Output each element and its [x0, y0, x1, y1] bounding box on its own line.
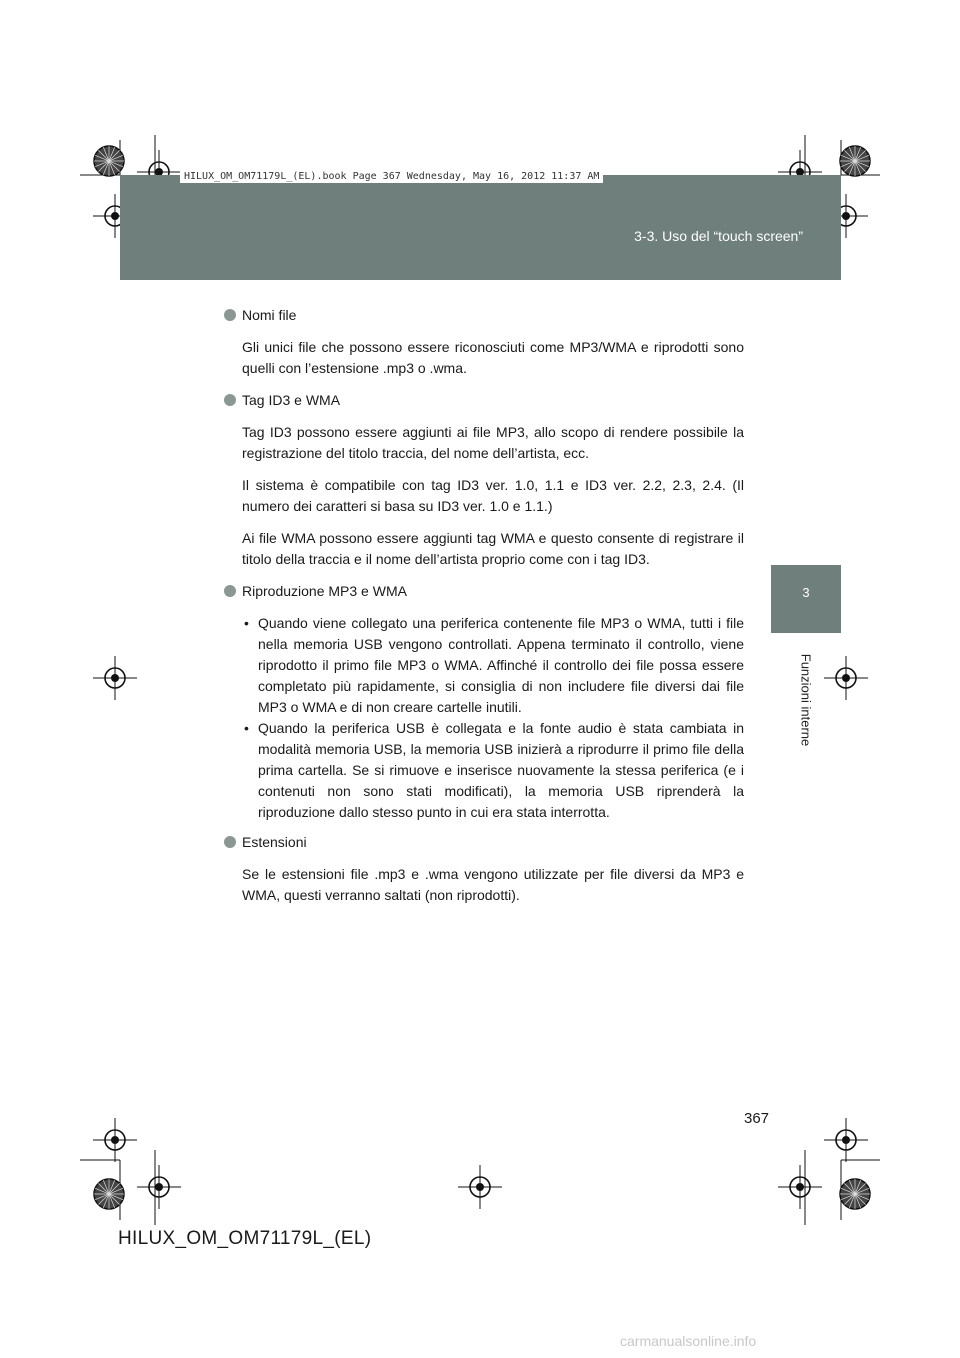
book-file-stamp: HILUX_OM_OM71179L_(EL).book Page 367 Wednesday, May 16, 2012 11:37 AM: [180, 170, 603, 183]
document-id: HILUX_OM_OM71179L_(EL): [118, 1228, 372, 1249]
bullet-dot-icon: [224, 394, 236, 406]
bullet-dot-icon: [224, 836, 236, 848]
bullet-dot-icon: [224, 585, 236, 597]
bullet-dot-icon: [224, 309, 236, 321]
paragraph: Ai file WMA possono essere aggiunti tag WMA e questo consente di registrare il titolo della traccia e il nome dell’artista proprio come con i tag ID3.: [242, 530, 744, 567]
page-number: 367: [744, 1110, 770, 1127]
list-item: • Quando la periferica USB è collegata e la fonte audio è stata cambiata in modalità memoria USB, la memoria USB inizierà a riprodurre il primo file della prima cartella. Se si rimuove e inserisce nuovamente la stessa periferica (e i contenuti non sono stati modificati), la memoria USB riprenderà la riproduzione dallo stesso punto in cui era stata interrotta.: [244, 720, 744, 820]
chapter-tab-label[interactable]: [771, 633, 841, 767]
section-heading-file-names: Nomi file: [224, 305, 744, 326]
chapter-tab-number[interactable]: [771, 565, 841, 633]
page-content: [224, 305, 744, 917]
header-band: [120, 171, 841, 280]
list-item: • Quando viene collegato una periferica contenente file MP3 o WMA, tutti i file nella memoria USB vengono controllati. Appena terminato il controllo, viene riprodotto il primo file MP3 o WMA. Affinché il controllo dei file possa essere completato più rapidamente, si consiglia di non includere file diversi dai file MP3 o WMA e di non creare cartelle inutili.: [244, 615, 744, 715]
section-heading-extensions: Estensioni: [224, 832, 744, 853]
section-heading-playback: Riproduzione MP3 e WMA: [224, 581, 744, 602]
chapter-number: 3: [802, 585, 810, 600]
paragraph: Se le estensioni file .mp3 e .wma vengono utilizzate per file diversi da MP3 e WMA, questi verranno saltati (non riprodotti).: [242, 866, 744, 903]
playback-notes-list: [242, 613, 744, 823]
chapter-label: Funzioni interne: [798, 653, 814, 747]
section-title: 3-3. Uso del “touch screen”: [634, 228, 803, 244]
paragraph: Il sistema è compatibile con tag ID3 ver. 1.0, 1.1 e ID3 ver. 2.2, 2.3, 2.4. (Il numero dei caratteri si basa su ID3 ver. 1.0 e 1.1.): [242, 477, 744, 514]
paragraph: Tag ID3 possono essere aggiunti ai file MP3, allo scopo di rendere possibile la registrazione del titolo traccia, del nome dell’artista, ecc.: [242, 424, 744, 461]
paragraph: Gli unici file che possono essere riconosciuti come MP3/WMA e riprodotti sono quelli con l’estensione .mp3 o .wma.: [242, 339, 744, 376]
section-heading-id3-wma-tags: Tag ID3 e WMA: [224, 390, 744, 411]
watermark: carmanualsonline.info: [620, 1333, 757, 1349]
